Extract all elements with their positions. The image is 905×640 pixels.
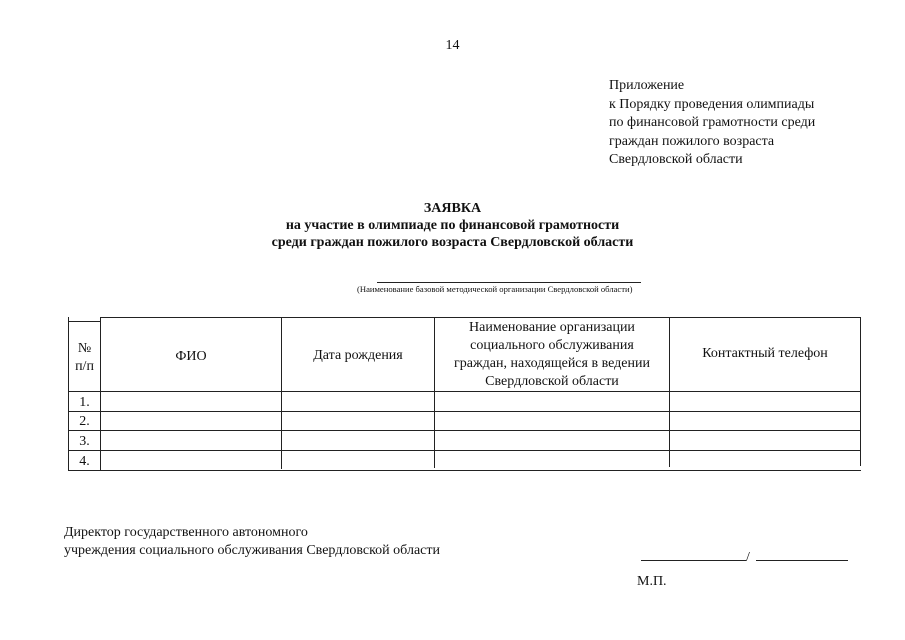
- appendix-line: по финансовой грамотности среди: [609, 115, 816, 130]
- table-border: [68, 411, 861, 412]
- director-signature-label: [64, 524, 440, 560]
- name-blank: [756, 559, 848, 561]
- table-border: [281, 317, 282, 469]
- title-subtitle: на участие в олимпиаде по финансовой грамотности: [285, 218, 620, 233]
- applicants-table: [68, 317, 861, 471]
- header-organization: [435, 319, 669, 391]
- director-line: Директор государственного автономного: [64, 525, 308, 540]
- signature-blank: [641, 559, 746, 561]
- header-num-line: п/п: [75, 359, 94, 374]
- table-border: [100, 317, 861, 318]
- header-phone: Контактный телефон: [702, 346, 828, 361]
- header-org-line: Наименование организации: [469, 320, 635, 335]
- stamp-label: М.П.: [637, 574, 667, 589]
- appendix-line: Приложение: [609, 78, 685, 93]
- title-heading: ЗАЯВКА: [423, 201, 482, 216]
- table-border: [68, 391, 861, 392]
- table-border: [100, 317, 101, 471]
- row-number: 1.: [79, 395, 90, 410]
- page-number: 14: [445, 38, 460, 53]
- header-birth-date: Дата рождения: [313, 348, 403, 363]
- signature-line: [641, 550, 848, 566]
- row-number: 2.: [79, 414, 90, 429]
- table-border: [669, 317, 670, 467]
- row-number: 3.: [79, 434, 90, 449]
- director-line: учреждения социального обслуживания Свердловской области: [64, 543, 440, 558]
- header-num: [69, 340, 100, 376]
- appendix-line: граждан пожилого возраста: [609, 133, 775, 149]
- title-subtitle: среди граждан пожилого возраста Свердловской области: [271, 235, 634, 250]
- table-border: [68, 470, 861, 471]
- org-name-caption: (Наименование базовой методической организации Свердловской области): [357, 284, 633, 294]
- header-num-line: №: [77, 341, 92, 356]
- appendix-line: к Порядку проведения олимпиады: [609, 96, 815, 112]
- signature-separator: /: [746, 550, 750, 565]
- org-name-line: [377, 282, 641, 283]
- table-border: [68, 321, 100, 322]
- header-fio: ФИО: [175, 349, 207, 364]
- header-org-line: социального обслуживания: [470, 338, 634, 353]
- row-number: 4.: [79, 454, 90, 469]
- header-org-line: Свердловской области: [485, 374, 619, 389]
- appendix-note: [609, 77, 815, 170]
- table-border: [68, 450, 861, 451]
- table-border: [68, 430, 861, 431]
- document-title: [0, 200, 905, 251]
- appendix-line: Свердловской области: [609, 152, 743, 167]
- header-org-line: граждан, находящейся в ведении: [454, 356, 650, 371]
